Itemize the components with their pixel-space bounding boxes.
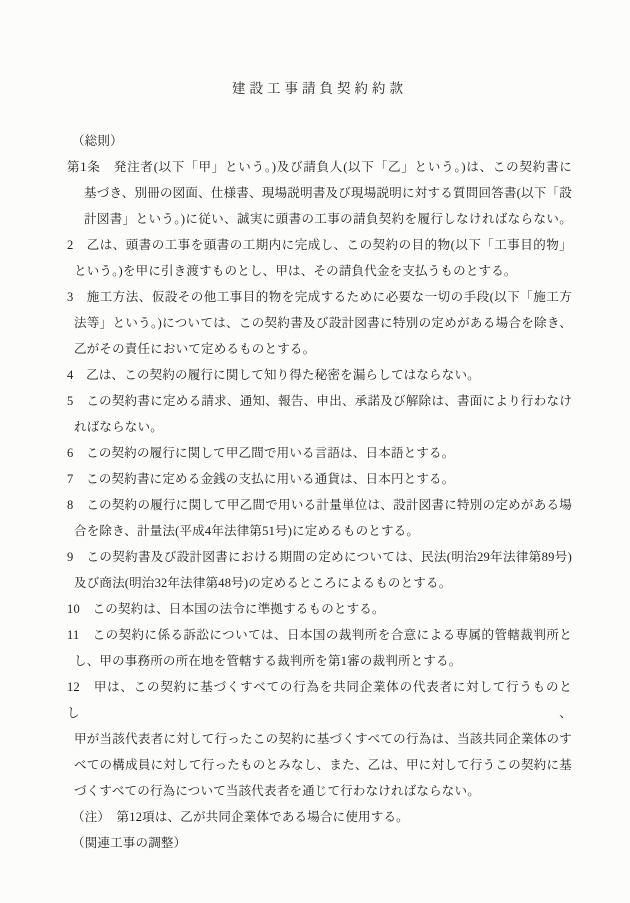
clause-line: ればならない。 xyxy=(74,420,163,434)
clause-line: 7 この契約書に定める金銭の支払に用いる通貨は、日本円とする。 xyxy=(67,472,455,486)
clause-line: 6 この契約の履行に関して甲乙間で用いる言語は、日本語とする。 xyxy=(67,446,455,460)
clause-line: 10 この契約は、日本国の法令に準拠するものとする。 xyxy=(67,602,385,616)
document-body xyxy=(67,128,572,856)
clause-line: 基づき、別冊の図面、仕様書、現場説明書及び現場説明に対する質問回答書(以下「設 xyxy=(84,186,572,200)
clause-line: 合を除き、計量法(平成4年法律第51号)に定めるものとする。 xyxy=(74,524,420,538)
section-heading-related-works: （関連工事の調整） xyxy=(72,836,187,850)
note-line: （注） 第12項は、乙が共同企業体である場合に使用する。 xyxy=(72,810,409,824)
clause-line: 2 乙は、頭書の工事を頭書の工期内に完成し、この契約の目的物(以下「工事目的物」 xyxy=(67,238,572,252)
clause-line: べての構成員に対して行ったものとみなし、また、乙は、甲に対して行うこの契約に基 xyxy=(74,758,572,772)
clause-line: 8 この契約の履行に関して甲乙間で用いる計量単位は、設計図書に特別の定めがある場 xyxy=(67,498,572,512)
clause-line: 4 乙は、この契約の履行に関して知り得た秘密を漏らしてはならない。 xyxy=(67,368,480,382)
clause-line: 3 施工方法、仮設その他工事目的物を完成するために必要な一切の手段(以下「施工方 xyxy=(67,290,572,304)
clause-line: 計図書」という。)に従い、誠実に頭書の工事の請負契約を履行しなければならない。 xyxy=(84,212,572,226)
clause-line: し、甲の事務所の所在地を管轄する裁判所を第1審の裁判所とする。 xyxy=(74,654,462,668)
clause-line: 甲が当該代表者に対して行ったこの契約に基づくすべての行為は、当該共同企業体のす xyxy=(74,732,572,746)
clause-line: 法等」という。)については、この契約書及び設計図書に特別の定めがある場合を除き、 xyxy=(74,316,572,330)
section-heading-general-provisions: （総則） xyxy=(72,134,123,148)
clause-line: という。)を甲に引き渡すものとし、甲は、その請負代金を支払うものとする。 xyxy=(74,264,517,278)
clause-line: 12 甲は、この契約に基づくすべての行為を共同企業体の代表者に対して行うものとし、 xyxy=(67,680,572,720)
clause-line: 第1条 発注者(以下「甲」という。)及び請負人(以下「乙」という。)は、この契約書に xyxy=(67,160,572,174)
clause-line: 乙がその責任において定めるものとする。 xyxy=(74,342,316,356)
document-title: 建設工事請負契約約款 xyxy=(232,81,407,96)
clause-line: 5 この契約書に定める請求、通知、報告、申出、承諾及び解除は、書面により行わなけ xyxy=(67,394,572,408)
clause-line: 11 この契約に係る訴訟については、日本国の裁判所を合意による専属的管轄裁判所と xyxy=(67,628,572,642)
clause-line: 9 この契約書及び設計図書における期間の定めについては、民法(明治29年法律第89号) xyxy=(67,550,572,564)
clause-line: づくすべての行為について当該代表者を通じて行わなければならない。 xyxy=(74,784,480,798)
clause-line: 及び商法(明治32年法律第48号)の定めるところによるものとする。 xyxy=(74,576,452,590)
